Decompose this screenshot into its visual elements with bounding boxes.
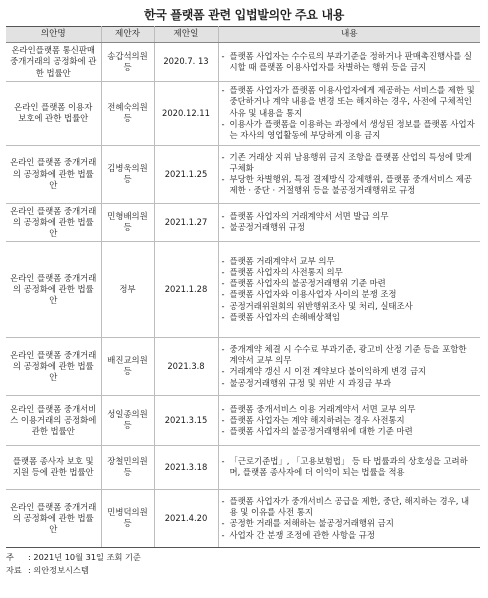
bill-proposer: 전혜숙의원 등 <box>101 81 154 145</box>
content-item: - 이용사가 플랫폼을 이용하는 과정에서 생성된 정보를 플랫폼 사업자는 자사의 영업활동에 부당하게 이용 금지 <box>222 119 478 141</box>
footnote-source <box>6 564 488 577</box>
bill-content <box>218 203 480 241</box>
bills-table <box>6 26 480 548</box>
header-bill-name: 의안명 <box>6 27 101 43</box>
content-item: - 「근로기준법」, 「고용보험법」 등 타 법률과의 상호성을 고려하며, 플랫폼 종사자에 더 이익이 되는 법률을 적용 <box>222 456 478 478</box>
bill-name: 온라인 플랫폼 중개거래의 공정화에 관한 법률안 <box>6 337 101 395</box>
source-text: : 의안정보시스템 <box>28 564 89 575</box>
content-item: - 부당한 차별행위, 특정 결제방식 강제행위, 플랫폼 중개서비스 제공 제한 · 중단 · 거절행위 등을 불공정거래행위로 규정 <box>222 174 478 196</box>
bill-proposer: 송갑석의원 등 <box>101 43 154 81</box>
bill-proposer: 배진교의원 등 <box>101 337 154 395</box>
bill-proposer: 성일종의원 등 <box>101 395 154 445</box>
bill-date: 2021.3.15 <box>154 395 218 445</box>
content-item: - 공정한 거래를 저해하는 불공정거래행위 금지 <box>222 518 478 529</box>
table-row <box>6 337 480 395</box>
content-item: - 플랫폼 사업자의 거래계약서 서면 발급 의무 <box>222 211 478 222</box>
content-item: - 중개계약 체결 시 수수료 부과기준, 광고비 산정 기준 등을 포함한 계약서 교부 의무 <box>222 344 478 366</box>
bill-name: 온라인 플랫폼 중개거래의 공정화에 관한 법률안 <box>6 489 101 547</box>
header-date: 제안일 <box>154 27 218 43</box>
content-item: - 플랫폼 사업자의 손해배상책임 <box>222 312 478 323</box>
bill-content <box>218 43 480 81</box>
table-body <box>6 43 480 548</box>
page-title: 한국 플랫폼 관련 입법발의안 주요 내용 <box>143 8 345 22</box>
content-item: - 플랫폼 중개서비스 이용 거래계약서 서면 교부 의무 <box>222 404 478 415</box>
bill-proposer: 민병덕의원 등 <box>101 489 154 547</box>
table-row <box>6 445 480 489</box>
content-item: - 플랫폼 사업자와 이용사업자 사이의 분쟁 조정 <box>222 289 478 300</box>
content-item: - 플랫폼 거래계약서 교부 의무 <box>222 256 478 267</box>
bill-date: 2020.12.11 <box>154 81 218 145</box>
bill-name: 플랫폼 종사자 보호 및 지원 등에 관한 법률안 <box>6 445 101 489</box>
bill-date: 2021.3.18 <box>154 445 218 489</box>
content-item: - 불공정거래행위 규정 <box>222 222 478 233</box>
content-item: - 플랫폼 사업자는 계약 해지하려는 경우 사전통지 <box>222 415 478 426</box>
bill-date: 2021.1.25 <box>154 145 218 203</box>
note-label: 주 <box>6 551 14 562</box>
bill-content <box>218 337 480 395</box>
bill-name: 온라인 플랫폼 중개서비스 이용거래의 공정화에 관한 법률안 <box>6 395 101 445</box>
bill-date: 2021.3.8 <box>154 337 218 395</box>
bill-name: 온라인 플랫폼 중개거래의 공정화에 관한 법률안 <box>6 145 101 203</box>
table-row <box>6 395 480 445</box>
content-item: - 공정거래위원회의 위반행위조사 및 처리, 실태조사 <box>222 301 478 312</box>
footnotes <box>6 551 488 576</box>
bill-name: 온라인플랫폼 통신판매중개거래의 공정화에 관한 법률안 <box>6 43 101 81</box>
header-content: 내용 <box>218 27 480 43</box>
bill-content <box>218 241 480 337</box>
bill-date: 2021.4.20 <box>154 489 218 547</box>
bill-date: 2021.1.27 <box>154 203 218 241</box>
header-proposer: 제안자 <box>101 27 154 43</box>
footnote-note <box>6 551 488 564</box>
content-item: - 플랫폼 사업자의 불공정거래행위에 대한 기준 마련 <box>222 426 478 437</box>
bill-proposer: 정부 <box>101 241 154 337</box>
content-item: - 플랫폼 사업자가 중개서비스 공급을 제한, 중단, 해지하는 경우, 내용 및 이유를 사전 통지 <box>222 496 478 518</box>
bill-date: 2021.1.28 <box>154 241 218 337</box>
content-item: - 플랫폼 사업자가 플랫폼 이용사업자에게 제공하는 서비스를 제한 및 중단하거나 계약 내용을 변경 또는 해지하는 경우, 사전에 구체적인 사유 및 내용을 통지 <box>222 85 478 118</box>
bill-name: 온라인 플랫폼 중개거래의 공정화에 관한 법률안 <box>6 203 101 241</box>
content-item: - 플랫폼 사업자의 사전통지 의무 <box>222 267 478 278</box>
table-row <box>6 145 480 203</box>
bill-content <box>218 395 480 445</box>
bill-date: 2020.7. 13 <box>154 43 218 81</box>
note-text: : 2021년 10월 31일 조회 기준 <box>28 551 141 562</box>
bill-content <box>218 489 480 547</box>
bill-name: 온라인 플랫폼 이용자 보호에 관한 법률안 <box>6 81 101 145</box>
bill-proposer: 민형배의원 등 <box>101 203 154 241</box>
bill-content <box>218 81 480 145</box>
table-row <box>6 489 480 547</box>
bill-proposer: 김병욱의원 등 <box>101 145 154 203</box>
bill-name: 온라인 플랫폼 중개거래의 공정화에 관한 법률안 <box>6 241 101 337</box>
content-item: - 기존 거래상 지위 남용행위 금지 조항을 플랫폼 산업의 특성에 맞게 구체화 <box>222 152 478 174</box>
content-item: - 플랫폼 사업자는 수수료의 부과기준을 정하거나 판매촉진행사를 실시할 때 플랫폼 이용사업자를 차별하는 행위 등을 금지 <box>222 51 478 73</box>
table-row <box>6 81 480 145</box>
content-item: - 거래계약 갱신 시 이전 계약보다 불이익하게 변경 금지 <box>222 366 478 377</box>
bill-proposer: 장철민의원 등 <box>101 445 154 489</box>
table-row <box>6 43 480 81</box>
source-label: 자료 <box>6 564 22 575</box>
content-item: - 사업자 간 분쟁 조정에 관한 사항을 규정 <box>222 530 478 541</box>
content-item: - 불공정거래행위 규정 및 위반 시 과징금 부과 <box>222 378 478 389</box>
table-row <box>6 203 480 241</box>
bill-content <box>218 445 480 489</box>
bill-content <box>218 145 480 203</box>
content-item: - 플랫폼 사업자의 불공정거래행위 기준 마련 <box>222 278 478 289</box>
table-header-row <box>6 27 480 43</box>
table-row <box>6 241 480 337</box>
